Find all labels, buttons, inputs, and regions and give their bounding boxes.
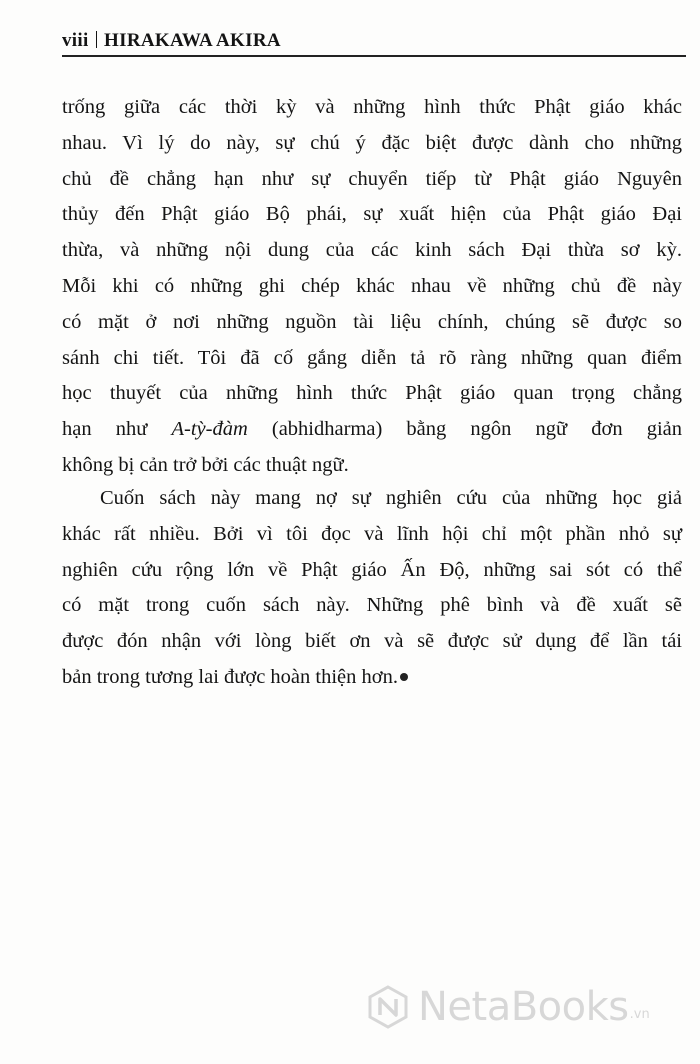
text-line: có mặt trong cuốn sách này. Những phê bình và đề xuất sẽ bbox=[62, 594, 682, 617]
text-run: hạn như bbox=[62, 418, 172, 441]
text-line: có mặt ở nơi những nguồn tài liệu chính, chúng sẽ được so bbox=[62, 310, 682, 333]
text-line: nhau. Vì lý do này, sự chú ý đặc biệt được dành cho những bbox=[62, 131, 682, 154]
paragraph-1 bbox=[62, 90, 682, 484]
watermark-suffix: .vn bbox=[629, 1007, 650, 1022]
paragraph-2 bbox=[62, 481, 682, 696]
text-line: trống giữa các thời kỳ và những hình thức Phật giáo khác bbox=[62, 96, 682, 118]
header-rule bbox=[62, 55, 686, 57]
page-number: viii bbox=[62, 30, 89, 51]
running-header bbox=[62, 30, 281, 52]
text-line: sánh chi tiết. Tôi đã cố gắng diễn tả rõ ràng những quan điểm bbox=[62, 346, 682, 369]
italic-term: A-tỳ-đàm bbox=[171, 418, 248, 441]
text-line: thủy đến Phật giáo Bộ phái, sự xuất hiện của Phật giáo Đại bbox=[62, 203, 682, 226]
watermark-text: NetaBooks bbox=[418, 984, 629, 1030]
watermark bbox=[366, 984, 650, 1030]
text-line-with-italic bbox=[62, 412, 682, 448]
text-run: bản trong tương lai được hoàn thiện hơn. bbox=[62, 665, 398, 688]
text-run: (abhidharma) bằng ngôn ngữ đơn giản bbox=[247, 418, 683, 441]
header-separator bbox=[96, 31, 98, 48]
text-line: không bị cản trở bởi các thuật ngữ. bbox=[62, 453, 349, 476]
text-line: được đón nhận với lòng biết ơn và sẽ được sử dụng để lần tái bbox=[62, 630, 682, 653]
text-line-final bbox=[62, 660, 682, 696]
author-name: HIRAKAWA AKIRA bbox=[104, 30, 281, 51]
text-line: nghiên cứu rộng lớn về Phật giáo Ấn Độ, những sai sót có thể bbox=[62, 558, 682, 581]
text-line: chủ đề chẳng hạn như sự chuyển tiếp từ Phật giáo Nguyên bbox=[62, 167, 682, 190]
text-line: thừa, và những nội dung của các kinh sách Đại thừa sơ kỳ. bbox=[62, 239, 682, 262]
text-line: khác rất nhiều. Bởi vì tôi đọc và lĩnh hội chỉ một phần nhỏ sự bbox=[62, 522, 682, 545]
text-line: Mỗi khi có những ghi chép khác nhau về những chủ đề này bbox=[62, 274, 682, 297]
text-line: Cuốn sách này mang nợ sự nghiên cứu của những học giả bbox=[100, 487, 682, 509]
text-line: học thuyết của những hình thức Phật giáo quan trọng chẳng bbox=[62, 382, 682, 405]
end-of-section-mark bbox=[400, 673, 408, 681]
netabooks-logo-icon bbox=[366, 985, 410, 1029]
